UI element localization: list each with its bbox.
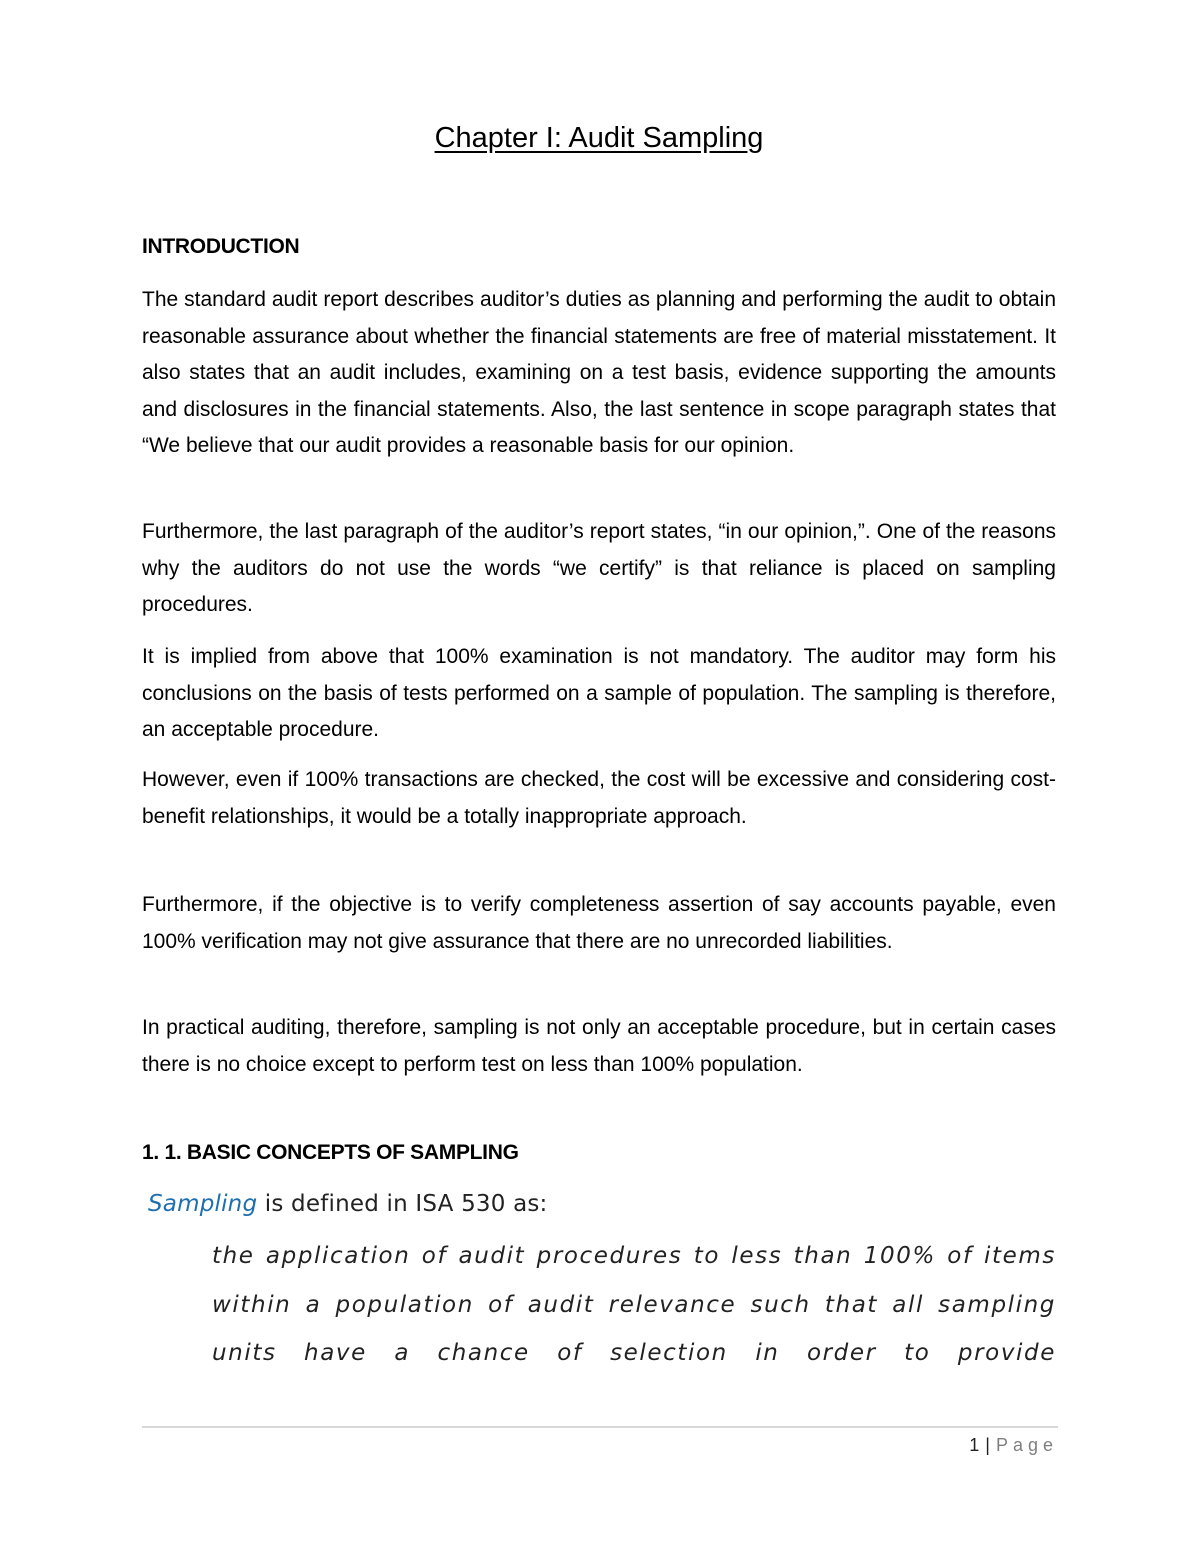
definition-intro-text: is defined in ISA 530 as: — [257, 1191, 548, 1217]
chapter-title: Chapter I: Audit Sampling — [434, 122, 764, 154]
paragraph-completeness-assertion: Furthermore, if the objective is to verify completeness assertion of say accounts payable, even 100% verification may not give assurance that there are no unrecorded liabilities. — [142, 893, 1056, 953]
footer-divider — [142, 1426, 1058, 1428]
paragraph-examination-not-mandatory: It is implied from above that 100% examination is not mandatory. The auditor may form his conclusions on the basis of tests performed on a sample of population. The sampling is therefore, an acceptable procedure. — [142, 645, 1056, 741]
definition-term: Sampling — [148, 1191, 258, 1217]
introduction-heading: INTRODUCTION — [142, 235, 300, 258]
definition-intro — [148, 1186, 548, 1222]
paragraph-auditor-report-opinion: Furthermore, the last paragraph of the auditor’s report states, “in our opinion,”. One of the reasons why the auditors do not use the words “we certify” is that reliance is placed on sampling procedures. — [142, 520, 1056, 616]
definition-quote: the application of audit procedures to less than 100% of items within a population of audit relevance such that all sampling units have a chance of selection in order to provide — [212, 1243, 1056, 1366]
paragraph-cost-benefit: However, even if 100% transactions are checked, the cost will be excessive and considering cost-benefit relationships, it would be a totally inappropriate approach. — [142, 768, 1056, 828]
page-footer — [969, 1432, 1058, 1458]
paragraph-audit-report-duties: The standard audit report describes auditor’s duties as planning and performing the audit to obtain reasonable assurance about whether the financial statements are free of material misstatement. It also states that an audit includes, examining on a test basis, evidence supporting the amounts and disclosures in the financial statements. Also, the last sentence in scope paragraph states that “We believe that our audit provides a reasonable basis for our opinion. — [142, 288, 1056, 457]
footer-separator: | — [985, 1435, 990, 1455]
section-heading-basic-concepts: 1. 1. BASIC CONCEPTS OF SAMPLING — [142, 1141, 519, 1164]
paragraph-practical-auditing: In practical auditing, therefore, sampling is not only an acceptable procedure, but in certain cases there is no choice except to perform test on less than 100% population. — [142, 1016, 1056, 1076]
page-number: 1 — [969, 1435, 980, 1455]
page-label: Page — [995, 1435, 1058, 1455]
